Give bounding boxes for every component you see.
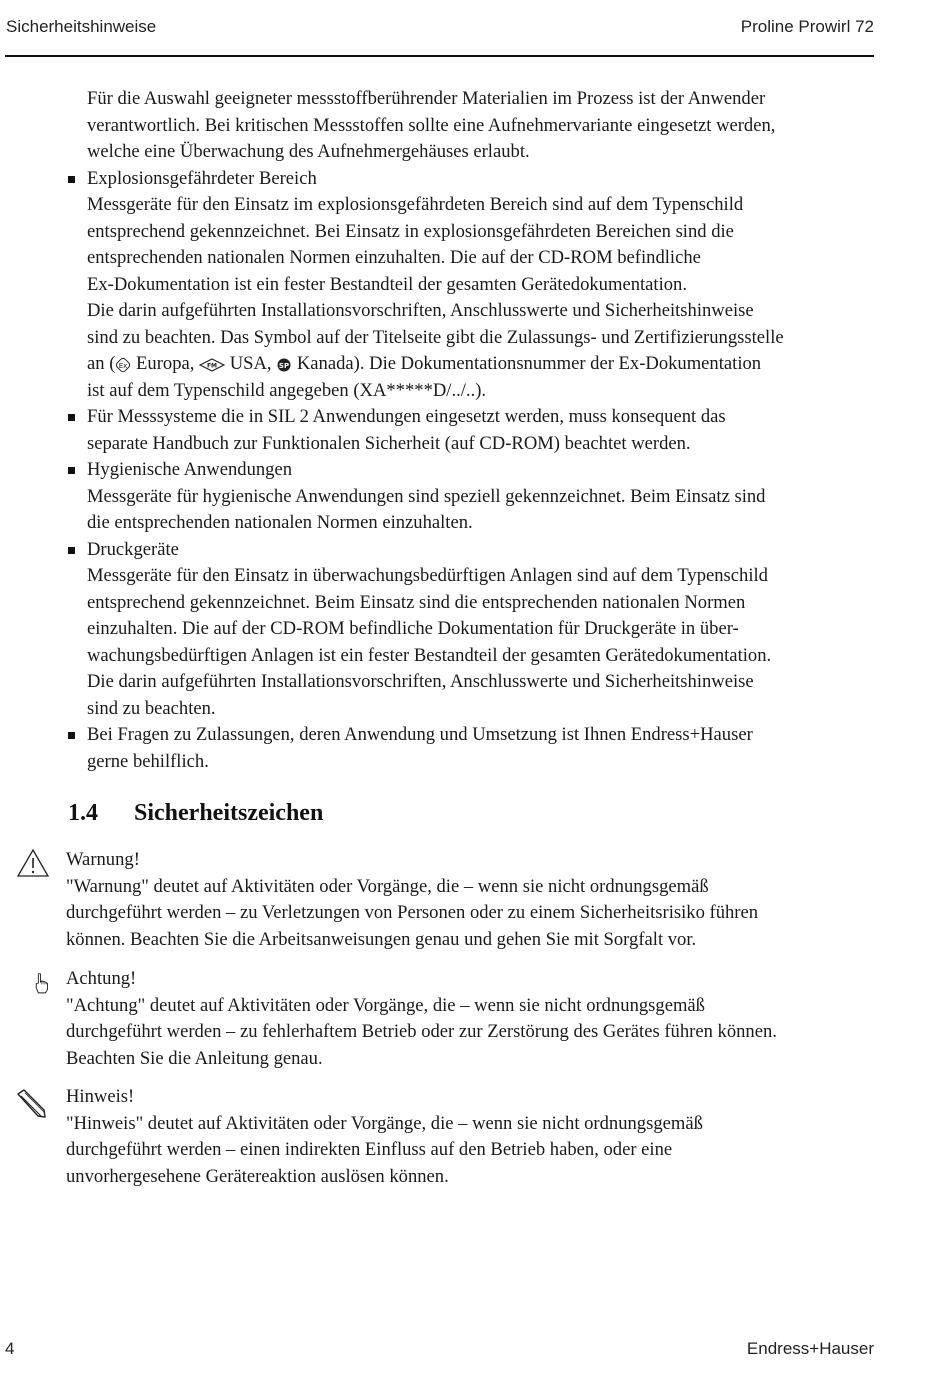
note-warning [66,847,876,953]
bullet-symbol-line [87,351,877,378]
intro-line: Für die Auswahl geeigneter messstoffberührender Materialien im Prozess ist der Anwender [87,88,766,109]
svg-text:SP: SP [279,361,290,370]
svg-text:Ex: Ex [119,361,128,370]
intro-line: welche eine Überwachung des Aufnehmergehäuses erlaubt. [87,141,530,162]
bullet-line: entsprechend gekennzeichnet. Beim Einsatz sind die entsprechenden nationalen Normen [87,591,746,613]
note-hint [66,1084,876,1190]
bullet-sil [87,404,877,457]
bullet-marker [68,467,75,474]
bullet-questions [87,722,877,775]
header-rule [5,55,874,57]
symbol-usa: USA, [229,353,272,374]
bullet-line: wachungsbedürftigen Anlagen ist ein fester Bestandteil der gesamten Gerätedokumentation. [87,644,772,666]
symbol-kanada: Kanada). Die Dokumentationsnummer der Ex-Dokumentation [296,353,762,374]
bullet-marker [68,547,75,554]
bullet-marker [68,414,75,421]
note-caution [66,966,876,1072]
bullet-line: sind zu beachten. [87,697,216,719]
pointing-hand-icon [32,966,56,1000]
section-heading [68,800,323,827]
csa-symbol-icon [276,357,292,373]
bullet-line: einzuhalten. Die auf der CD-ROM befindliche Dokumentation für Druckgeräte in über- [87,618,739,639]
note-line: "Achtung" deutet auf Aktivitäten oder Vorgänge, die – wenn sie nicht ordnungsgemäß [66,994,705,1016]
note-line: durchgeführt werden – einen indirekten Einfluss auf den Betrieb haben, oder eine [66,1139,673,1160]
ex-symbol-icon [115,357,131,373]
bullet-line: die entsprechenden nationalen Normen einzuhalten. [87,512,473,533]
bullet-explosion [87,166,877,405]
section-number: 1.4 [68,800,98,826]
section-title: Sicherheitszeichen [134,800,324,826]
note-line: "Hinweis" deutet auf Aktivitäten oder Vorgänge, die – wenn sie nicht ordnungsgemäß [66,1112,703,1134]
bullet-line: separate Handbuch zur Funktionalen Sicherheit (auf CD-ROM) beachtet werden. [87,432,691,454]
bullet-title: Hygienische Anwendungen [87,459,293,480]
note-line: Beachten Sie die Anleitung genau. [66,1047,323,1069]
svg-text:FM: FM [207,362,218,370]
note-line: können. Beachten Sie die Arbeitsanweisungen genau und gehen Sie mit Sorgfalt vor. [66,928,697,950]
bullet-line: Messgeräte für den Einsatz in überwachungsbedürftigen Anlagen sind auf dem Typenschild [87,565,768,586]
bullet-line: Messgeräte für hygienische Anwendungen sind speziell gekennzeichnet. Beim Einsatz sind [87,485,766,507]
bullet-pressure [87,537,877,723]
warning-triangle-icon [16,847,50,881]
pencil-icon [14,1086,48,1120]
bullet-line: ist auf dem Typenschild angegeben (XA*****D/../..). [87,379,487,401]
bullet-line: sind zu beachten. Das Symbol auf der Titelseite gibt die Zulassungs- und Zertifizierungsstelle [87,326,784,348]
note-line: unvorhergesehene Gerätereaktion auslösen können. [66,1165,449,1187]
bullet-line: Messgeräte für den Einsatz im explosionsgefährdeten Bereich sind auf dem Typenschild [87,194,744,215]
bullet-marker [68,176,75,183]
note-title: Hinweis! [66,1086,135,1107]
bullet-hygiene [87,457,877,537]
note-title: Achtung! [66,968,137,989]
symbol-europa: Europa, [136,353,195,374]
bullet-title: Druckgeräte [87,538,179,560]
footer-brand: Endress+Hauser [746,1339,874,1358]
intro-line: verantwortlich. Bei kritischen Messstoffen sollte eine Aufnehmervariante eingesetzt werden, [87,114,776,136]
note-line: durchgeführt werden – zu Verletzungen von Personen oder zu einem Sicherheitsrisiko führen [66,902,759,923]
bullet-line: gerne behilflich. [87,750,209,772]
note-line: "Warnung" deutet auf Aktivitäten oder Vorgänge, die – wenn sie nicht ordnungsgemäß [66,875,709,897]
running-header-left: Sicherheitshinweise [6,17,157,36]
running-header-right: Proline Prowirl 72 [740,17,874,36]
fm-symbol-icon [199,358,225,372]
bullet-title: Für Messsysteme die in SIL 2 Anwendungen eingesetzt werden, muss konsequent das [87,406,726,427]
body-text [87,86,877,775]
note-title: Warnung! [66,849,140,870]
bullet-line: entsprechenden nationalen Normen einzuhalten. Die auf der CD-ROM befindliche [87,247,701,268]
page-number: 4 [5,1339,15,1358]
bullet-line: Die darin aufgeführten Installationsvorschriften, Anschlusswerte und Sicherheitshinweise [87,300,754,321]
bullet-title: Bei Fragen zu Zulassungen, deren Anwendung und Umsetzung ist Ihnen Endress+Hauser [87,724,753,745]
bullet-line: Ex-Dokumentation ist ein fester Bestandteil der gesamten Gerätedokumentation. [87,273,687,295]
note-line: durchgeführt werden – zu fehlerhaftem Betrieb oder zur Zerstörung des Gerätes führen können. [66,1021,777,1042]
bullet-line: entsprechend gekennzeichnet. Bei Einsatz in explosionsgefährdeten Bereichen sind die [87,220,734,242]
bullet-line: Die darin aufgeführten Installationsvorschriften, Anschlusswerte und Sicherheitshinweise [87,671,754,692]
bullet-marker [68,732,75,739]
symbol-prefix: an ( [87,353,116,374]
bullet-title: Explosionsgefährdeter Bereich [87,167,317,189]
